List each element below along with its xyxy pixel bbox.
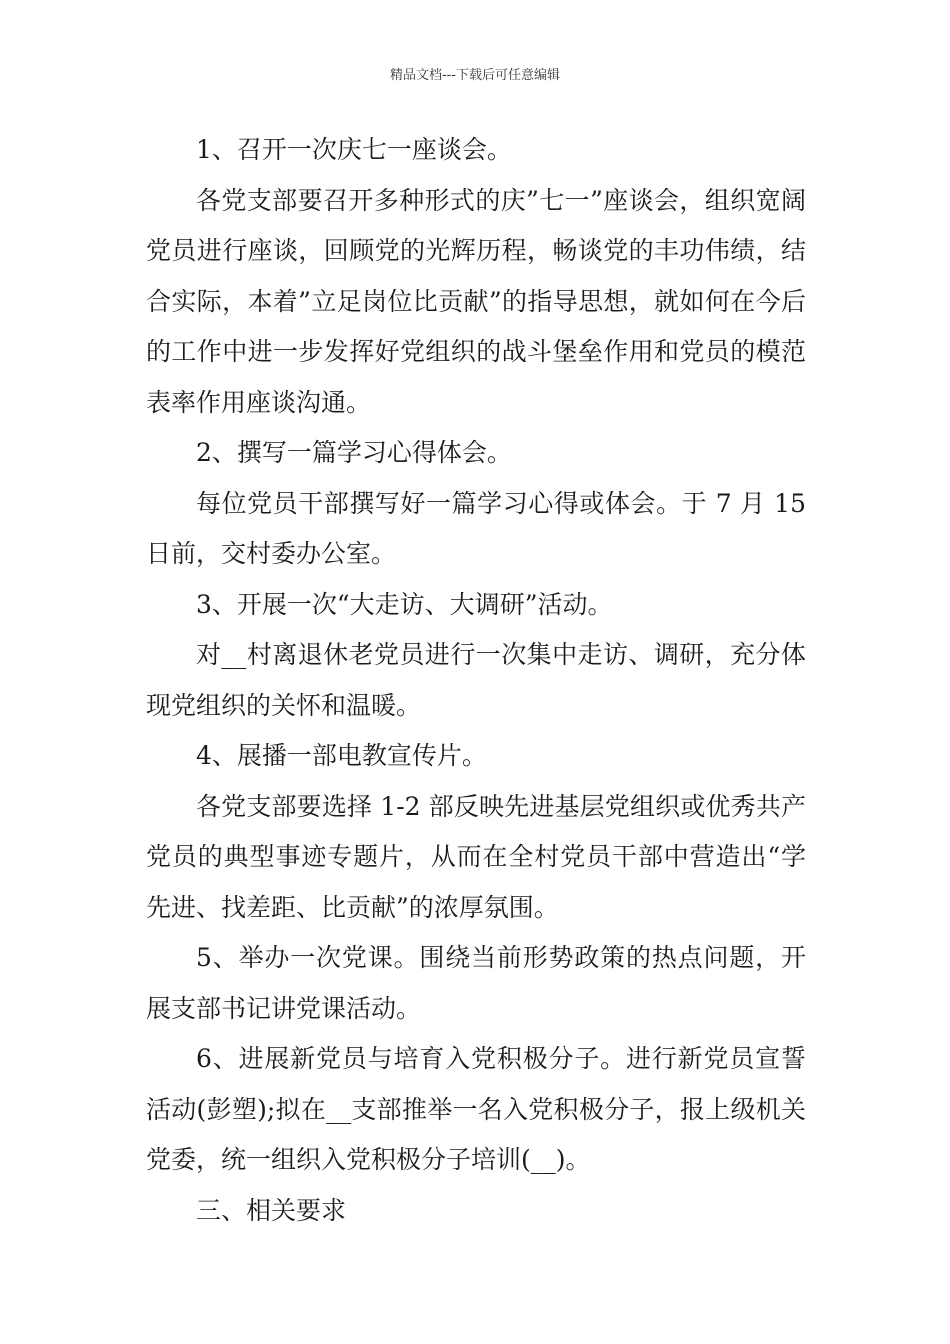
- document-body: [146, 125, 806, 1236]
- item-2-heading: 2、撰写一篇学习心得体会。: [196, 438, 512, 467]
- item-3-body: 对__村离退休老党员进行一次集中走访、调研，充分体现党组织的关怀和温暖。: [146, 640, 806, 720]
- item-4-body: 各党支部要选择 1-2 部反映先进基层党组织或优秀共产党员的典型事迹专题片，从而在全村党员干部中营造出“学先进、找差距、比贡献”的浓厚氛围。: [146, 791, 806, 922]
- item-6-paragraph: 6、进展新党员与培育入党积极分子。进行新党员宣誓活动(彭塑);拟在__支部推举一名入党积极分子，报上级机关党委，统一组织入党积极分子培训(__)。: [146, 1044, 806, 1174]
- page-header: 精品文档---下载后可任意编辑: [389, 68, 561, 83]
- item-3-heading: 3、开展一次“大走访、大调研”活动。: [196, 589, 613, 619]
- section-3-heading: 三、相关要求: [196, 1195, 347, 1225]
- item-1-body: 各党支部要召开多种形式的庆”七一”座谈会，组织宽阔党员进行座谈，回顾党的光辉历程，畅谈党的丰功伟绩，结合实际，本着”立足岗位比贡献”的指导思想，就如何在今后的工作中进一步发挥好党组织的战斗堡垒作用和党员的模范表率作用座谈沟通。: [146, 185, 806, 417]
- item-5-paragraph: 5、举办一次党课。围绕当前形势政策的热点问题，开展支部书记讲党课活动。: [146, 943, 806, 1023]
- item-2-body: 每位党员干部撰写好一篇学习心得或体会。于 7 月 15 日前，交村委办公室。: [146, 488, 806, 568]
- item-4-heading: 4、展播一部电教宣传片。: [196, 741, 487, 770]
- item-1-heading: 1、召开一次庆七一座谈会。: [196, 135, 512, 164]
